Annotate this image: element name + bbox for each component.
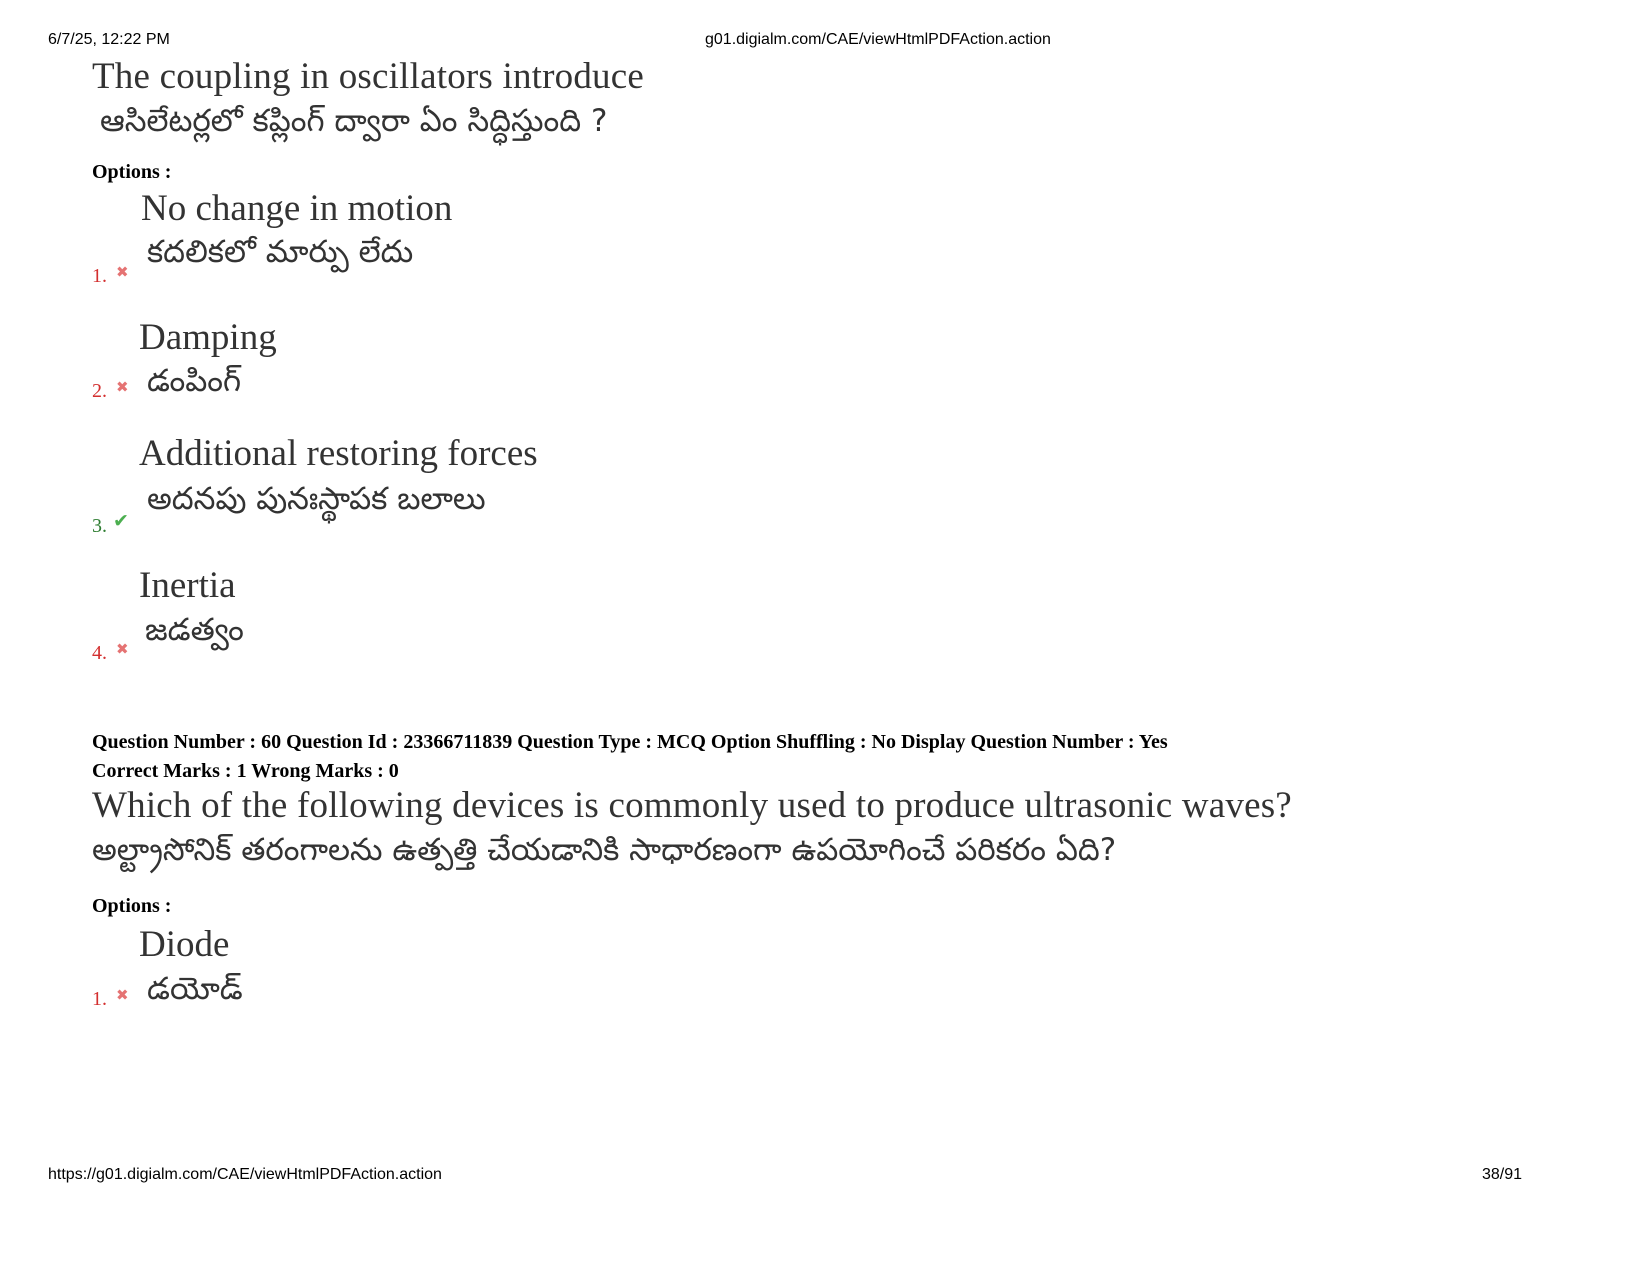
- print-datetime: 6/7/25, 12:22 PM: [48, 31, 170, 48]
- question-marks: Correct Marks : 1 Wrong Marks : 0: [92, 760, 399, 782]
- options-label: Options :: [92, 895, 172, 917]
- print-header-url: g01.digialm.com/CAE/viewHtmlPDFAction.action: [705, 31, 1051, 48]
- option-number: 1.: [92, 988, 107, 1010]
- option-text-english: Additional restoring forces: [139, 433, 538, 474]
- question-meta: Question Number : 60 Question Id : 23366711839 Question Type : MCQ Option Shuffling : No Display Question Number : Yes: [92, 731, 1168, 753]
- option-number: 2.: [92, 380, 107, 402]
- check-icon: ✔: [113, 510, 129, 532]
- cross-icon: ✖: [116, 986, 129, 1004]
- question-text-telugu: ఆసిలేటర్లలో కప్లింగ్ ద్వారా ఏం సిద్ధిస్తుంది ?: [100, 103, 608, 139]
- option-number: 3.: [92, 515, 107, 537]
- print-footer-url: https://g01.digialm.com/CAE/viewHtmlPDFAction.action: [48, 1166, 442, 1183]
- option-text-english: Damping: [139, 317, 277, 358]
- cross-icon: ✖: [116, 378, 129, 396]
- option-text-telugu: కదలికలో మార్పు లేదు: [147, 234, 414, 270]
- option-text-telugu: జడత్వం: [145, 612, 244, 648]
- question-text-english: Which of the following devices is commonly used to produce ultrasonic waves?: [92, 785, 1292, 826]
- option-text-english: Inertia: [139, 565, 236, 606]
- page-number: 38/91: [1482, 1166, 1523, 1183]
- option-text-english: Diode: [139, 924, 230, 965]
- option-text-telugu: డయోడ్: [147, 971, 243, 1007]
- option-text-telugu: డంపింగ్: [147, 363, 242, 399]
- option-text-english: No change in motion: [141, 188, 453, 229]
- option-number: 4.: [92, 642, 107, 664]
- cross-icon: ✖: [116, 640, 129, 658]
- question-text-telugu: అల్ట్రాసోనిక్ తరంగాలను ఉత్పత్తి చేయడానికి సాధారణంగా ఉపయోగించే పరికరం ఏది?: [92, 832, 1117, 868]
- options-label: Options :: [92, 161, 172, 183]
- cross-icon: ✖: [116, 263, 129, 281]
- option-number: 1.: [92, 265, 107, 287]
- question-text-english: The coupling in oscillators introduce: [92, 56, 644, 97]
- option-text-telugu: అదనపు పునఃస్థాపక బలాలు: [147, 481, 486, 517]
